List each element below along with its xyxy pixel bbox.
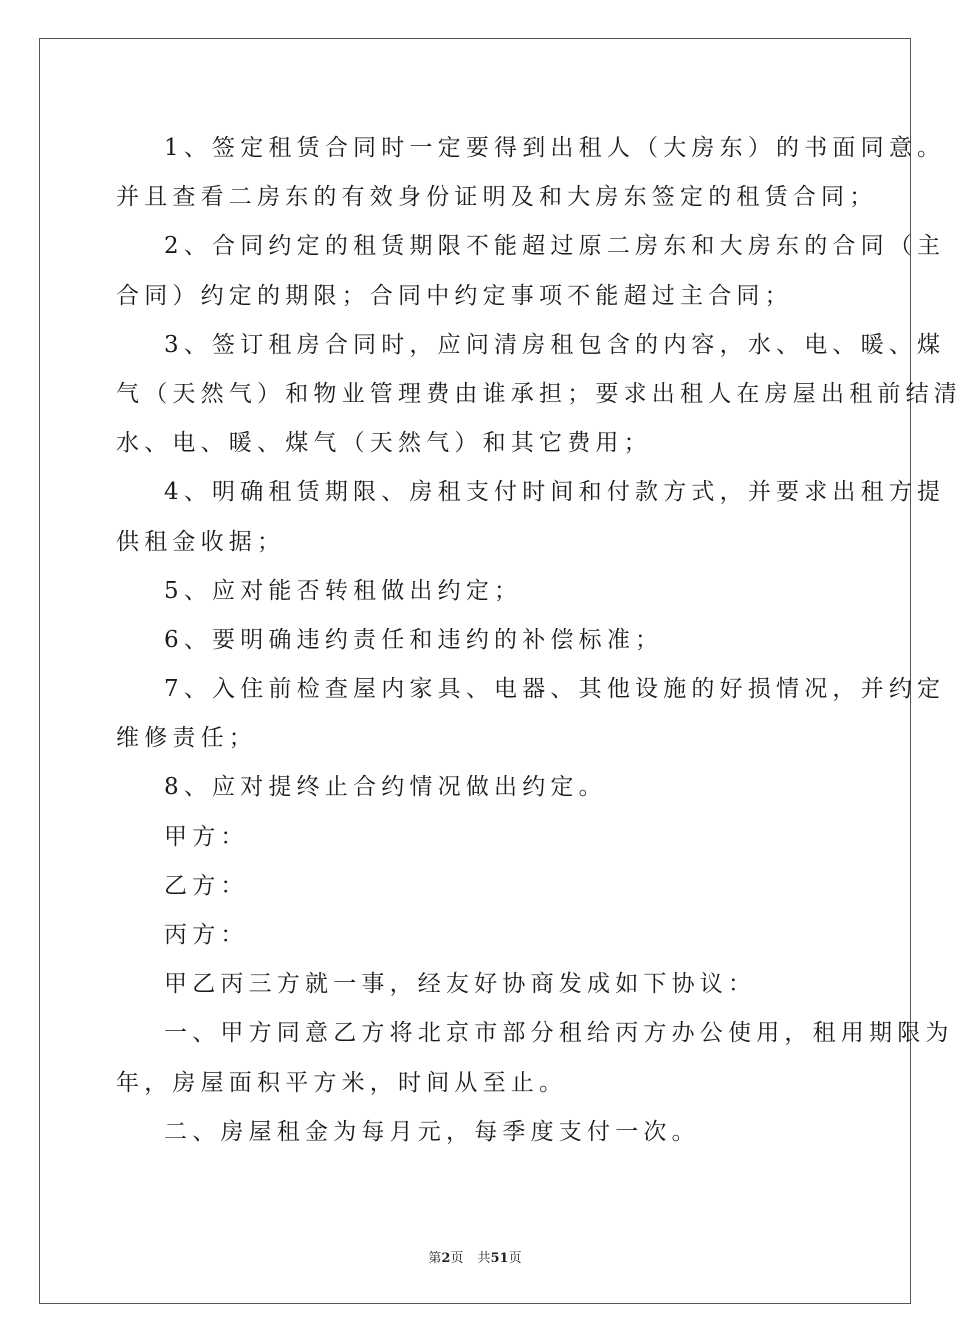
paragraph-line: 合同）约定的期限；合同中约定事项不能超过主合同； bbox=[116, 282, 793, 309]
paragraph-line: 7、入住前检查屋内家具、电器、其他设施的好损情况，并约定 bbox=[164, 676, 946, 703]
page-prefix: 第 bbox=[428, 1251, 442, 1266]
page-footer bbox=[0, 1247, 950, 1266]
page-number: 2 bbox=[441, 1251, 451, 1266]
paragraph-line: 2、合同约定的租赁期限不能超过原二房东和大房东的合同（主 bbox=[164, 233, 946, 260]
paragraph-line: 并且查看二房东的有效身份证明及和大房东签定的租赁合同； bbox=[116, 184, 878, 211]
paragraph-line: 3、签订租房合同时，应问清房租包含的内容，水、电、暖、煤 bbox=[164, 331, 946, 358]
paragraph-line: 气（天然气）和物业管理费由谁承担；要求出租人在房屋出租前结清 bbox=[116, 380, 962, 407]
document-body bbox=[116, 124, 962, 1157]
paragraph-line: 供租金收据； bbox=[116, 528, 286, 555]
signature-party-b: 乙方： bbox=[164, 872, 249, 899]
paragraph-line: 一、甲方同意乙方将北京市部分租给丙方办公使用，租用期限为 bbox=[164, 1020, 954, 1047]
paragraph-line: 甲乙丙三方就一事，经友好协商发成如下协议： bbox=[164, 971, 757, 998]
signature-party-a: 甲方： bbox=[164, 823, 249, 850]
total-pages: 51 bbox=[490, 1251, 509, 1266]
paragraph-line: 维修责任； bbox=[116, 725, 257, 752]
paragraph-line: 年，房屋面积平方米，时间从至止。 bbox=[116, 1069, 568, 1096]
paragraph-line: 8、应对提终止合约情况做出约定。 bbox=[164, 774, 607, 801]
paragraph-line: 二、房屋租金为每月元，每季度支付一次。 bbox=[164, 1118, 700, 1145]
paragraph-line: 6、要明确违约责任和违约的补偿标准； bbox=[164, 626, 664, 653]
paragraph-line: 4、明确租赁期限、房租支付时间和付款方式，并要求出租方提 bbox=[164, 479, 946, 506]
total-suffix: 页 bbox=[508, 1251, 522, 1266]
paragraph-line: 水、电、暖、煤气（天然气）和其它费用； bbox=[116, 430, 652, 457]
paragraph-line: 5、应对能否转租做出约定； bbox=[164, 577, 523, 604]
signature-party-c: 丙方： bbox=[164, 922, 249, 948]
total-prefix: 共 bbox=[477, 1251, 491, 1266]
paragraph-line: 1、签定租赁合同时一定要得到出租人（大房东）的书面同意。 bbox=[164, 135, 946, 161]
page-suffix: 页 bbox=[450, 1251, 464, 1266]
